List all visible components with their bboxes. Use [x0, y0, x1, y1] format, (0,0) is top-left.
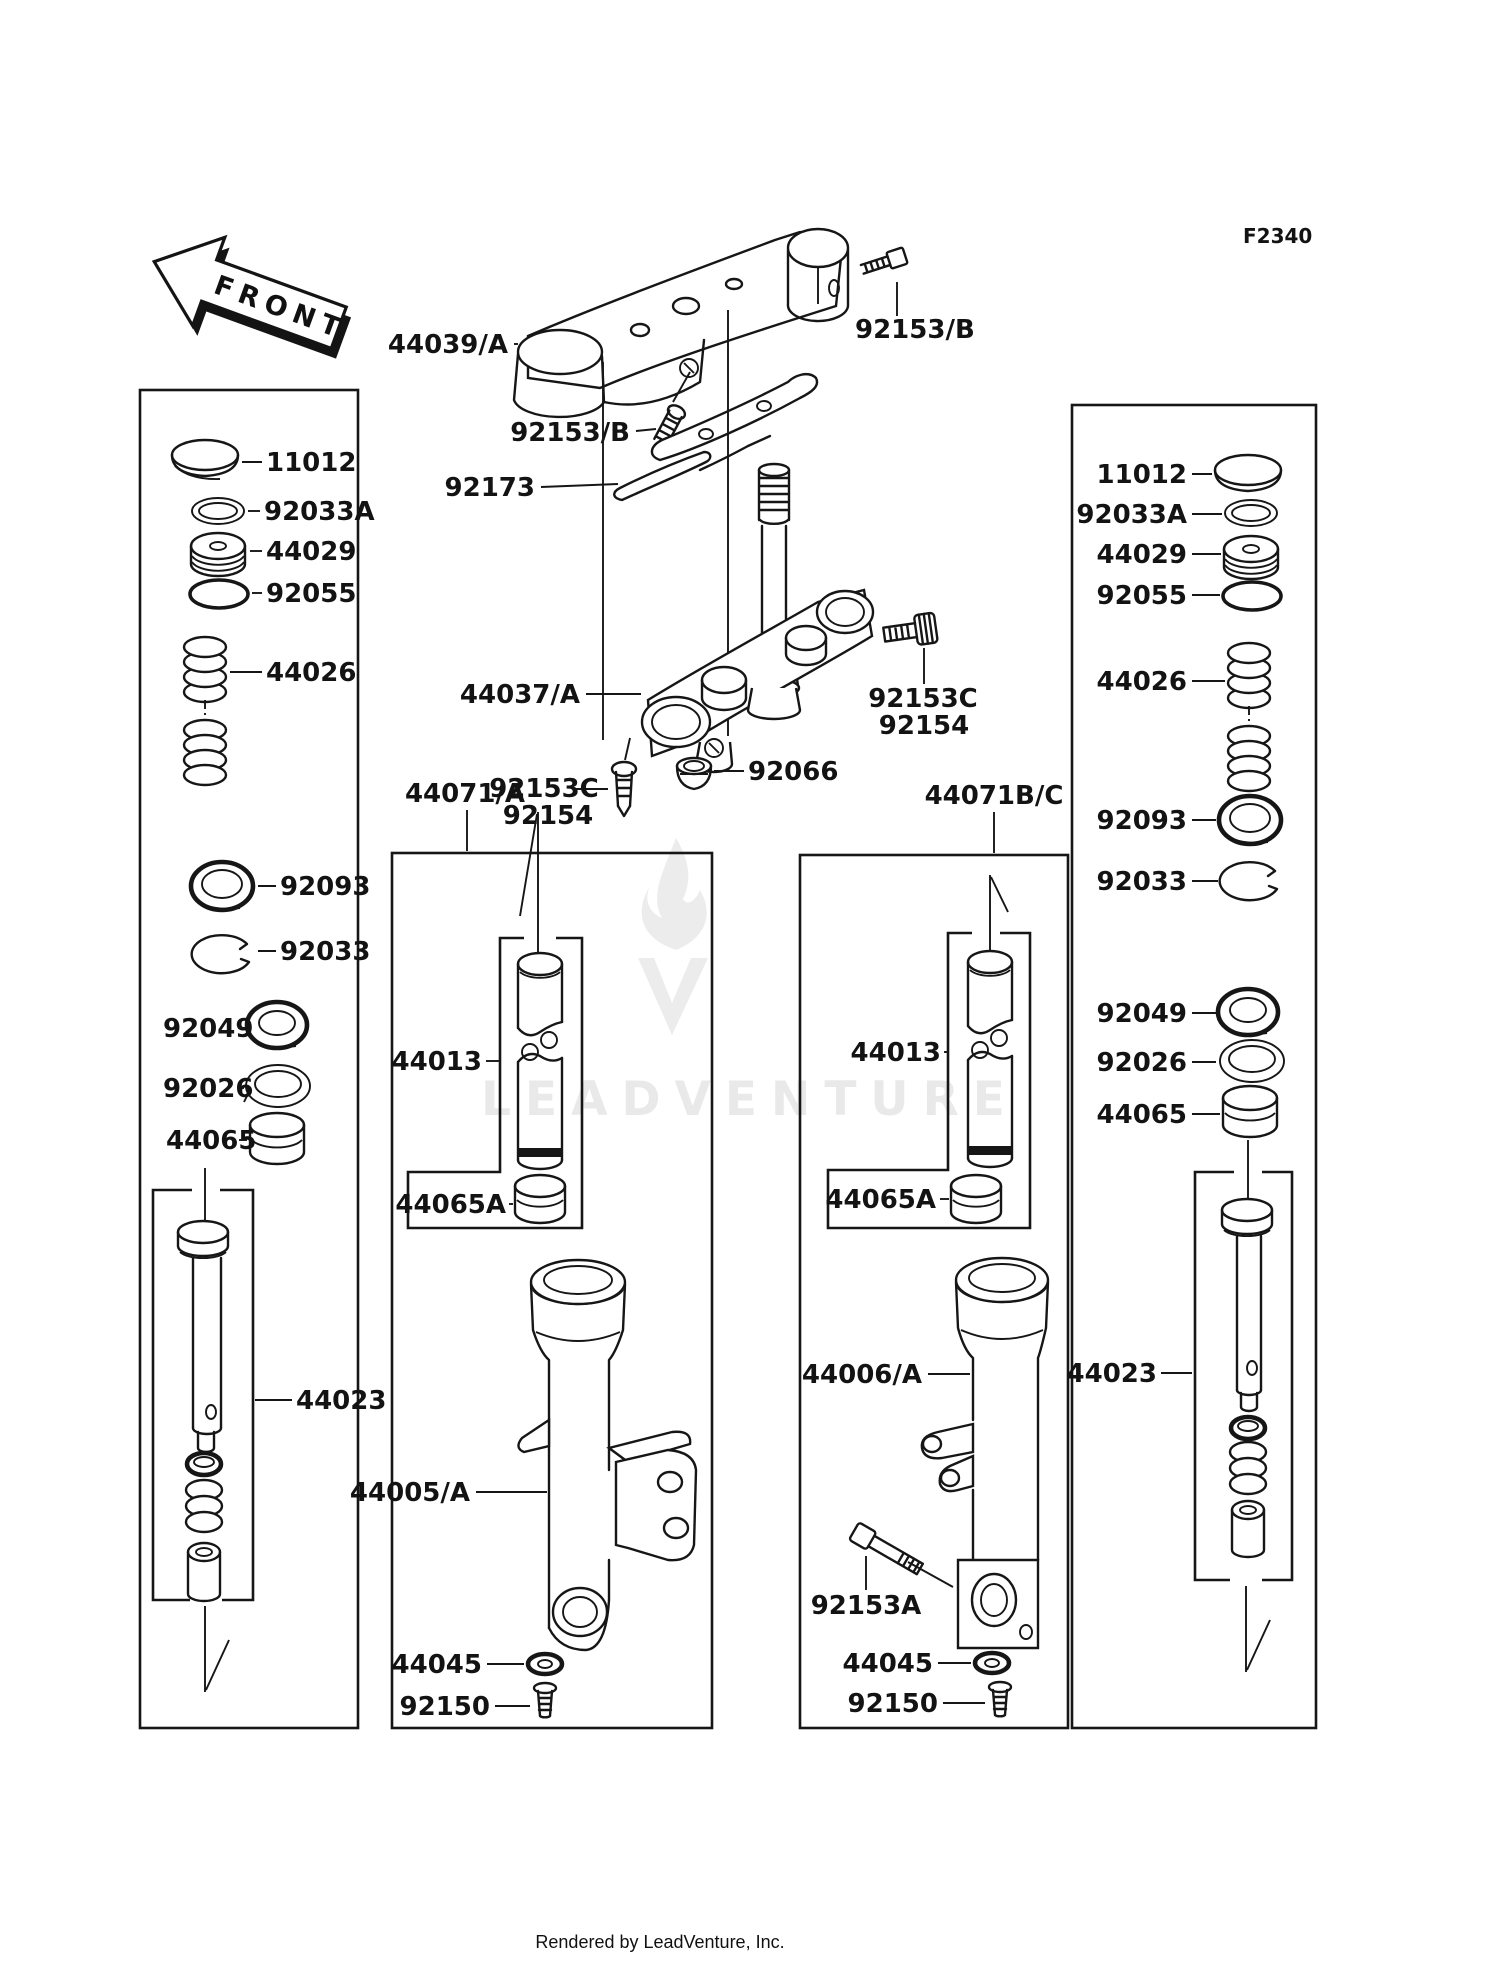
label-cable-guide: 92173 — [444, 473, 535, 503]
insert-arrow-right-damper — [1246, 1586, 1270, 1672]
seal-ring-left-drawing — [244, 1065, 310, 1107]
oil-seal-right-drawing — [1218, 989, 1278, 1035]
label-seal-guide-left: 92093 — [280, 872, 371, 902]
right-damper-box — [1195, 1140, 1292, 1672]
fork-spring-left-drawing — [184, 637, 226, 785]
label-oring-right: 92055 — [1096, 581, 1187, 611]
label-damper-left: 44023 — [296, 1386, 387, 1416]
left-column-parts — [163, 440, 375, 1164]
label-clamp-bolt-right: 92153/B — [855, 315, 975, 345]
label-fork-spring-left: 44026 — [266, 658, 357, 688]
label-piston-left: 44029 — [266, 537, 357, 567]
label-washer-right: 44045 — [842, 1649, 933, 1679]
bushing-upper-left-drawing — [250, 1113, 304, 1164]
label-oring-left: 92055 — [266, 579, 357, 609]
label-drain-screw-left: 92150 — [399, 1692, 490, 1722]
label-top-cap-right: 11012 — [1096, 460, 1187, 490]
retaining-ring-left-drawing — [192, 935, 249, 973]
axle-bolt-drawing — [849, 1522, 925, 1577]
label-fork-assy-left: 44071/A — [404, 779, 526, 809]
label-outer-tube-left: 44005/A — [349, 1478, 470, 1508]
top-cap-left-drawing — [172, 440, 238, 479]
piston-left-drawing — [191, 533, 245, 576]
label-retaining-ring-right: 92033 — [1096, 867, 1187, 897]
label-fork-assy-right: 44071B/C — [924, 781, 1064, 811]
seal-guide-right-drawing — [1219, 796, 1281, 844]
insert-arrow-left-damper — [205, 1606, 229, 1692]
drain-screw-right-drawing — [989, 1682, 1011, 1716]
label-bushing-upper-left: 44065 — [166, 1126, 257, 1156]
label-oring-small-right: 92033A — [1076, 500, 1187, 530]
bushing-upper-right-drawing — [1223, 1086, 1277, 1137]
right-column-parts — [1076, 455, 1284, 1137]
label-outer-tube-right: 44006/A — [801, 1360, 922, 1390]
oring-small-left-drawing — [192, 498, 244, 524]
outer-tube-right-drawing — [922, 1258, 1048, 1648]
label-fork-spring-right: 44026 — [1096, 667, 1187, 697]
label-axle-bolt: 92153A — [810, 1591, 922, 1621]
insert-arrow-right-tube — [990, 875, 1008, 950]
figure-code: F2340 — [1243, 224, 1313, 248]
stem-bolt-right-drawing — [882, 613, 938, 650]
clamp-bolt-top-right-drawing — [860, 247, 908, 277]
bushing-lower-right-drawing — [951, 1175, 1001, 1223]
inner-tube-left-drawing — [518, 953, 562, 1169]
stem-bolt-left-drawing — [612, 762, 636, 816]
label-seal-ring-left: 92026 — [163, 1074, 254, 1104]
label-damper-right: 44023 — [1066, 1359, 1157, 1389]
piston-right-drawing — [1224, 536, 1278, 579]
drain-screw-left-drawing — [534, 1683, 556, 1717]
label-top-cap-left: 11012 — [266, 448, 357, 478]
flame-icon — [642, 838, 707, 950]
label-bushing-lower-right: 44065A — [825, 1185, 936, 1215]
watermark-text: LEADVENTURE — [481, 1072, 1019, 1127]
label-washer-left: 44045 — [391, 1650, 482, 1680]
label-piston-right: 44029 — [1096, 540, 1187, 570]
damper-rod-right-drawing — [1222, 1199, 1272, 1411]
top-cap-right-drawing — [1215, 455, 1281, 491]
lower-triple-clamp-drawing — [642, 590, 873, 772]
label-upper-clamp: 44039/A — [387, 330, 508, 360]
label-stem-bolt-right: 92153C — [868, 684, 978, 714]
label-oring-small-left: 92033A — [264, 497, 375, 527]
footer-credit: Rendered by LeadVenture, Inc. — [535, 1932, 785, 1952]
seal-guide-left-drawing — [191, 862, 253, 910]
label-retaining-ring-left: 92033 — [280, 937, 371, 967]
label-clamp-bolt-left: 92153/B — [510, 418, 630, 448]
label-bushing-upper-right: 44065 — [1096, 1100, 1187, 1130]
label-seal-guide-right: 92093 — [1096, 806, 1187, 836]
v-logo-icon — [638, 958, 708, 1035]
oring-right-drawing — [1223, 582, 1281, 610]
label-inner-tube-left: 44013 — [391, 1047, 482, 1077]
retaining-ring-right-drawing — [1220, 862, 1277, 900]
head-cap-drawing — [677, 758, 711, 789]
inner-tube-right-drawing — [968, 951, 1012, 1167]
bushing-lower-left-drawing — [515, 1175, 565, 1223]
oring-left-drawing — [190, 580, 248, 608]
label-lower-clamp: 44037/A — [459, 680, 580, 710]
damper-rod-left-drawing — [178, 1221, 228, 1452]
fork-spring-right-drawing — [1228, 643, 1270, 791]
left-damper-box — [153, 1168, 253, 1692]
cable-guide-drawing — [614, 374, 817, 500]
oil-seal-left-drawing — [247, 1002, 307, 1048]
damper-small-parts-right-drawing — [1230, 1417, 1266, 1557]
seal-ring-right-drawing — [1220, 1040, 1284, 1082]
label-stem-washer-right: 92154 — [878, 711, 970, 741]
label-oil-seal-right: 92049 — [1096, 999, 1187, 1029]
label-inner-tube-right: 44013 — [850, 1038, 941, 1068]
outer-tube-left-drawing — [518, 1260, 696, 1650]
insert-arrow-left-tube — [520, 812, 538, 952]
washer-right-drawing — [975, 1653, 1009, 1673]
label-stem-washer-left: 92154 — [502, 801, 594, 831]
label-oil-seal-left: 92049 — [163, 1014, 254, 1044]
washer-left-drawing — [528, 1654, 562, 1674]
label-head-cap: 92066 — [748, 757, 839, 787]
front-sign-label: FRONT — [209, 269, 351, 347]
label-seal-ring-right: 92026 — [1096, 1048, 1187, 1078]
front-direction-sign — [135, 217, 362, 383]
damper-small-parts-left-drawing — [186, 1453, 222, 1601]
label-stem-bolt-left: 92153C — [489, 774, 599, 804]
oring-small-right-drawing — [1225, 500, 1277, 526]
label-bushing-lower-left: 44065A — [395, 1190, 506, 1220]
label-drain-screw-right: 92150 — [847, 1689, 938, 1719]
